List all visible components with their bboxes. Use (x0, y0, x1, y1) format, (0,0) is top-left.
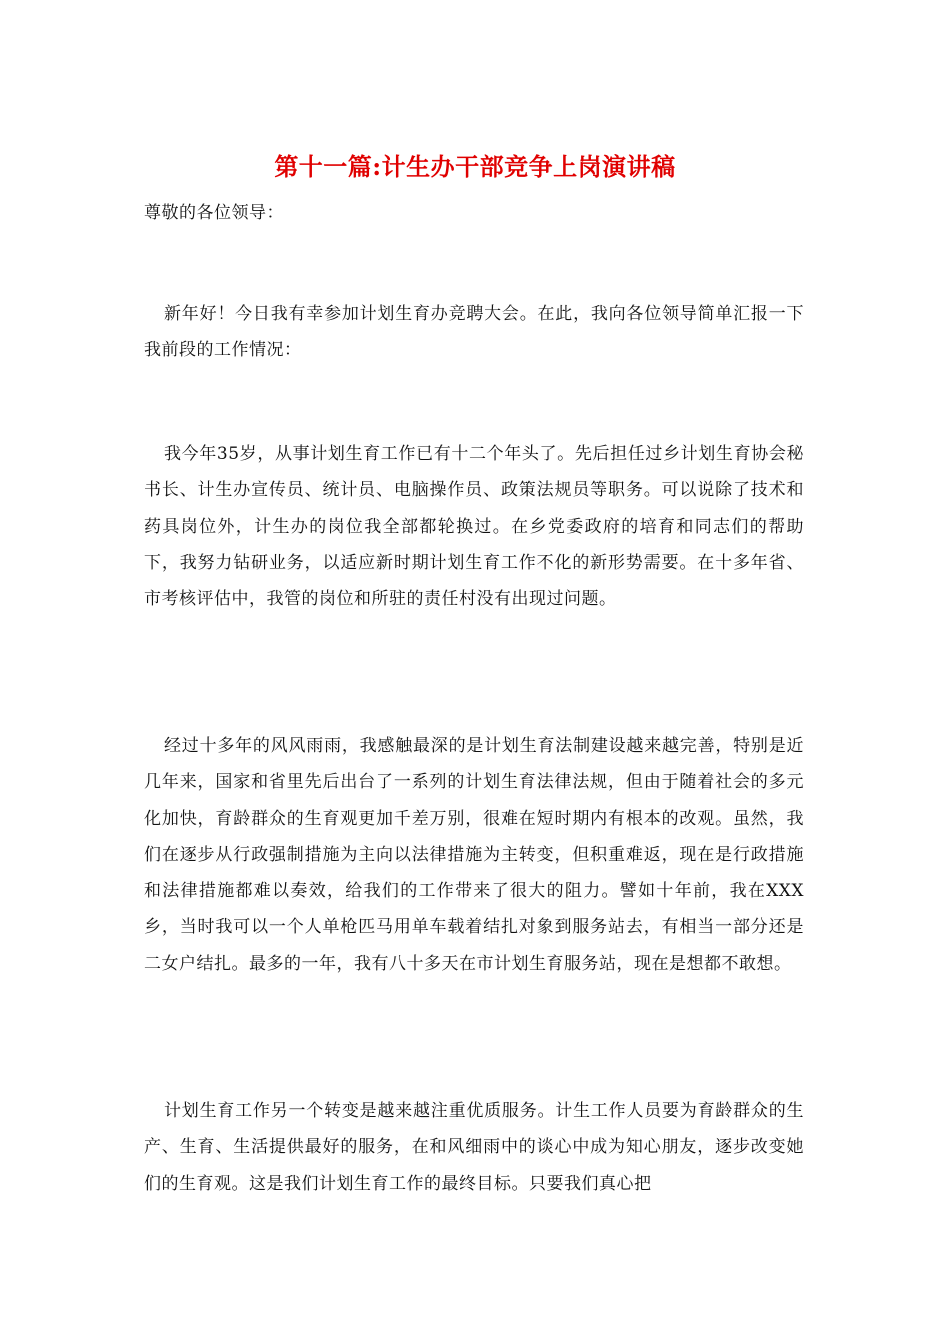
document-title: 第十一篇:计生办干部竞争上岗演讲稿 (274, 152, 676, 181)
body-paragraph: 新年好！今日我有幸参加计划生育办竞聘大会。在此，我向各位领导简单汇报一下我前段的工作情况： (144, 304, 804, 361)
body-paragraph: 计划生育工作另一个转变是越来越注重优质服务。计生工作人员要为育龄群众的生产、生育、生活提供最好的服务，在和风细雨中的谈心中成为知心朋友，逐步改变她们的生育观。这是我们计划生育工作的最终目标。只要我们真心把 (144, 1101, 804, 1194)
salutation: 尊敬的各位领导： (144, 203, 284, 223)
body-paragraph: 我今年35岁，从事计划生育工作已有十二个年头了。先后担任过乡计划生育协会秘书长、计生办宣传员、统计员、电脑操作员、政策法规员等职务。可以说除了技术和药具岗位外，计生办的岗位我全部都轮换过。在乡党委政府的培育和同志们的帮助下，我努力钻研业务，以适应新时期计划生育工作不化的新形势需要。在十多年省、市考核评估中，我管的岗位和所驻的责任村没有出现过问题。 (144, 444, 804, 610)
body-paragraph: 经过十多年的风风雨雨，我感触最深的是计划生育法制建设越来越完善，特别是近几年来，国家和省里先后出台了一系列的计划生育法律法规，但由于随着社会的多元化加快，育龄群众的生育观更加千差万别，很难在短时期内有根本的改观。虽然，我们在逐步从行政强制措施为主向以法律措施为主转变，但积重难返，现在是行政措施和法律措施都难以奏效，给我们的工作带来了很大的阻力。譬如十年前，我在XXX乡，当时我可以一个人单枪匹马用单车载着结扎对象到服务站去，有相当一部分还是二女户结扎。最多的一年，我有八十多天在市计划生育服务站，现在是想都不敢想。 (144, 736, 804, 974)
